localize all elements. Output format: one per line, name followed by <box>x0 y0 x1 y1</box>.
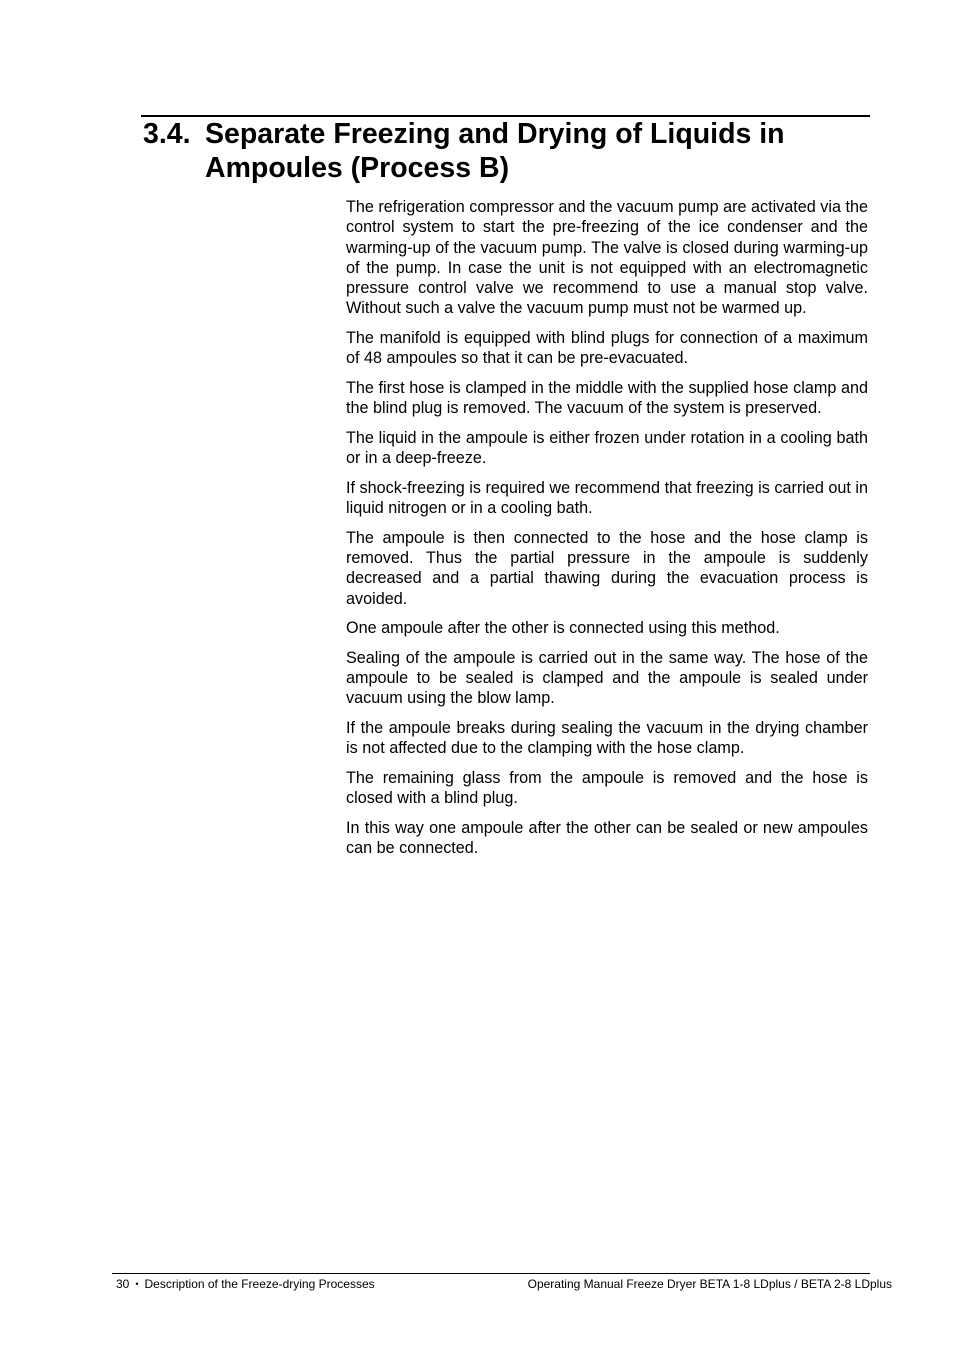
footer-rule <box>112 1273 870 1274</box>
footer-manual-title: Operating Manual Freeze Dryer BETA 1-8 LDplus / BETA 2-8 LDplus <box>527 1277 892 1291</box>
paragraph: In this way one ampoule after the other can be sealed or new ampoules can be connected. <box>346 818 868 857</box>
paragraph: If shock-freezing is required we recommend that freezing is carried out in liquid nitrogen or in a cooling bath. <box>346 478 868 518</box>
section-heading <box>143 117 870 185</box>
section-title: Separate Freezing and Drying of Liquids in Ampoules (Process B) <box>205 118 785 184</box>
footer-left <box>116 1277 375 1291</box>
bullet-separator: • <box>135 1279 139 1289</box>
footer-chapter: Description of the Freeze-drying Processes <box>144 1277 375 1291</box>
paragraph: The first hose is clamped in the middle with the supplied hose clamp and the blind plug is removed. The vacuum of the system is preserved. <box>346 378 868 418</box>
section-number: 3.4. <box>143 118 191 150</box>
paragraph: The manifold is equipped with blind plugs for connection of a maximum of 48 ampoules so that it can be pre-evacuated. <box>346 329 868 368</box>
paragraph: Sealing of the ampoule is carried out in the same way. The hose of the ampoule to be sealed is clamped and the ampoule is sealed under vacuum using the blow lamp. <box>346 648 868 708</box>
paragraph: The refrigeration compressor and the vacuum pump are activated via the control system to start the pre-freezing of the ice condenser and the warming-up of the vacuum pump. The valve is closed during warming-up of the pump. In case the unit is not equipped with an electromagnetic pressure control valve we recommend to use a manual stop valve. Without such a valve the vacuum pump must not be warmed up. <box>346 198 868 318</box>
paragraph: The liquid in the ampoule is either frozen under rotation in a cooling bath or in a deep-freeze. <box>346 428 868 468</box>
paragraph: One ampoule after the other is connected using this method. <box>346 619 780 638</box>
paragraph: If the ampoule breaks during sealing the vacuum in the drying chamber is not affected due to the clamping with the hose clamp. <box>346 718 868 758</box>
paragraph: The remaining glass from the ampoule is removed and the hose is closed with a blind plug. <box>346 768 868 808</box>
page-number: 30 <box>116 1277 130 1291</box>
paragraph: The ampoule is then connected to the hose and the hose clamp is removed. Thus the partial pressure in the ampoule is suddenly decreased and a partial thawing during the evacuation process is avoided. <box>346 528 868 608</box>
body-text <box>346 197 868 868</box>
